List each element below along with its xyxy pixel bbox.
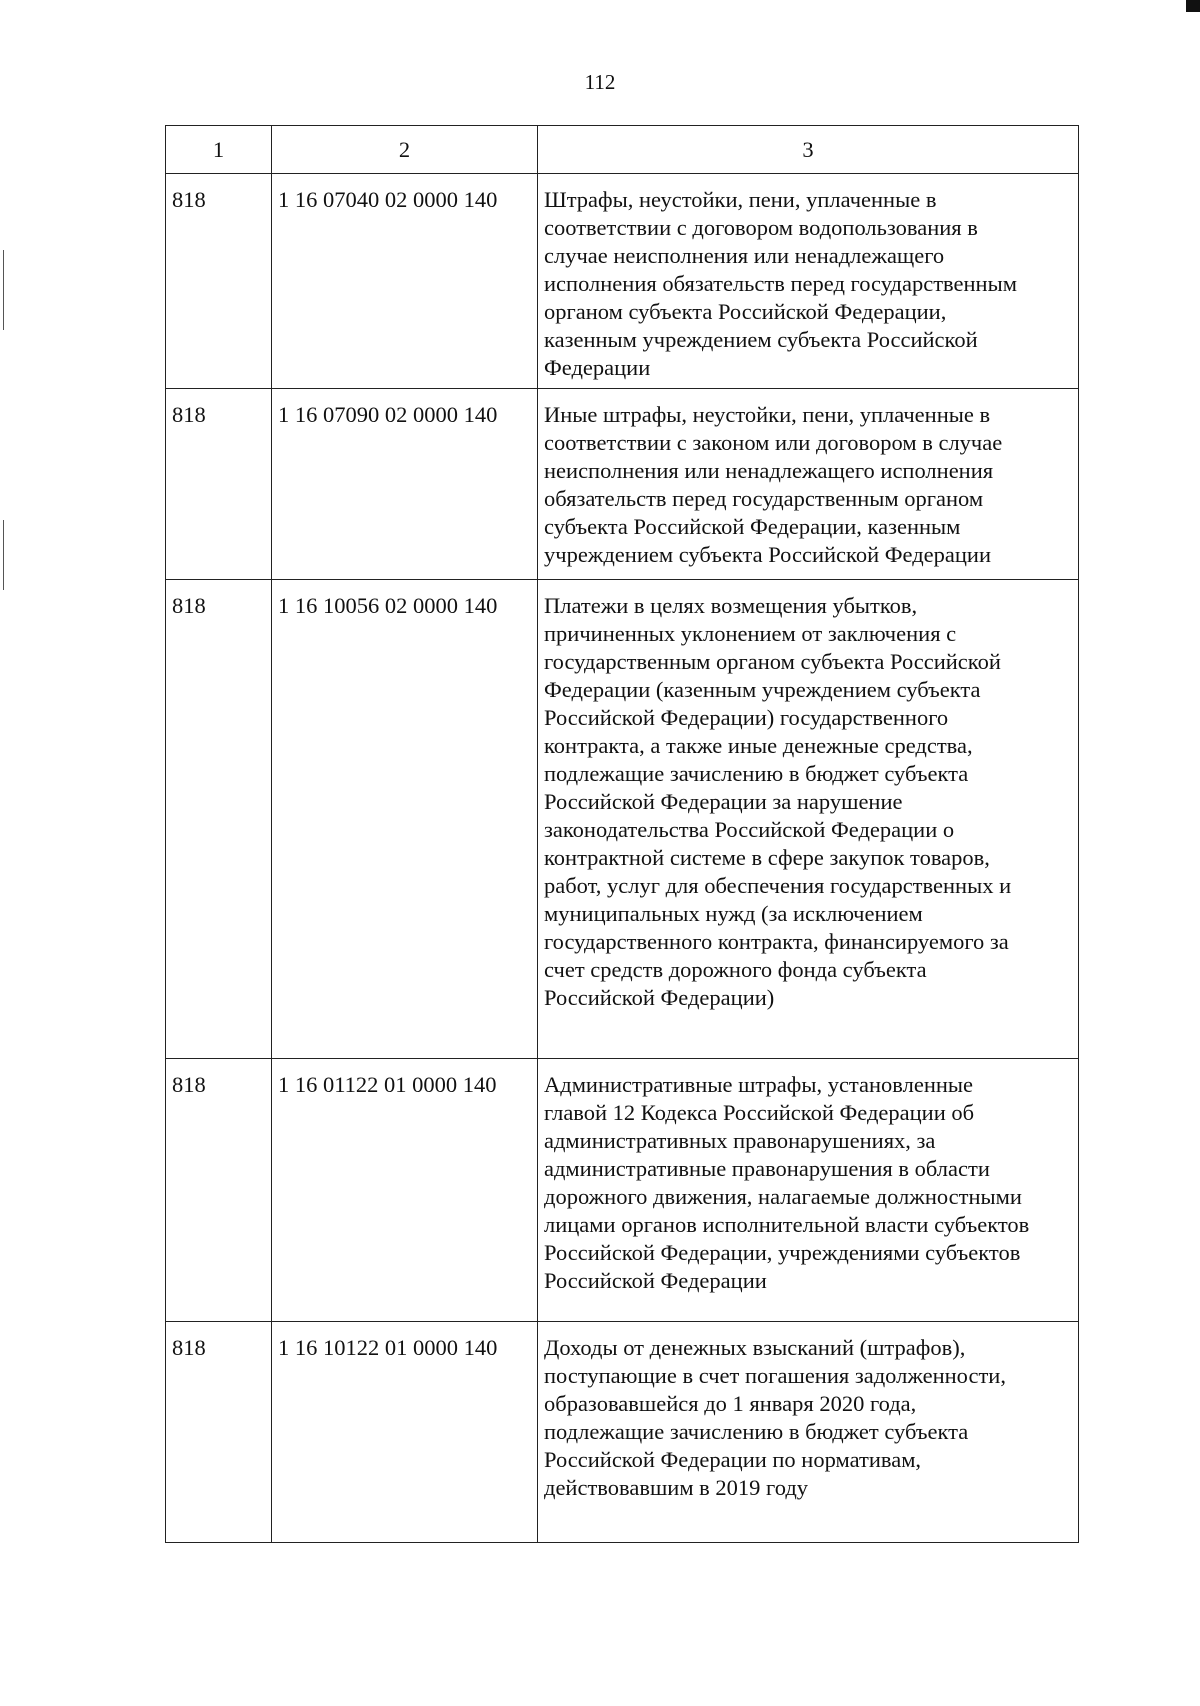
description-cell: Иные штрафы, неустойки, пени, уплаченные в соответствии с законом или договором в случае неисполнения или ненадлежащего исполнения обязательств перед государственным органом субъекта Российской Федерации, казенным учреждением субъекта Российской Федерации	[538, 389, 1079, 580]
description-cell: Платежи в целях возмещения убытков, причиненных уклонением от заключения с государственным органом субъекта Российской Федерации (казенным учреждением субъекта Российской Федерации) государственного контракта, а также иные денежные средства, подлежащие зачислению в бюджет субъекта Российской Федерации за нарушение законодательства Российской Федерации о контрактной системе в сфере закупок товаров, работ, услуг для обеспечения государственных и муниципальных нужд (за исключением государственного контракта, финансируемого за счет средств дорожного фонда субъекта Российской Федерации)	[538, 580, 1079, 1059]
table-row	[166, 1059, 1079, 1322]
description-cell: Доходы от денежных взысканий (штрафов), поступающие в счет погашения задолженности, образовавшейся до 1 января 2020 года, подлежащие зачислению в бюджет субъекта Российской Федерации по нормативам, действовавшим в 2019 году	[538, 1322, 1079, 1543]
kbk-code-cell: 1 16 07040 02 0000 140	[272, 174, 538, 389]
kbk-code-cell: 1 16 07090 02 0000 140	[272, 389, 538, 580]
description-cell: Административные штрафы, установленные главой 12 Кодекса Российской Федерации об административных правонарушениях, за административные правонарушения в области дорожного движения, налагаемые должностными лицами органов исполнительной власти субъектов Российской Федерации, учреждениями субъектов Российской Федерации	[538, 1059, 1079, 1322]
kbk-code-cell: 1 16 01122 01 0000 140	[272, 1059, 538, 1322]
table-row	[166, 389, 1079, 580]
column-header-3: 3	[538, 126, 1079, 174]
admin-code-cell: 818	[166, 580, 272, 1059]
kbk-code-cell: 1 16 10056 02 0000 140	[272, 580, 538, 1059]
page-number: 112	[584, 70, 616, 94]
table-row	[166, 174, 1079, 389]
scan-corner-mark	[1186, 0, 1200, 12]
scan-margin-line	[3, 250, 4, 330]
revenue-codes-table	[165, 125, 1079, 1543]
admin-code-cell: 818	[166, 1322, 272, 1543]
column-header-1: 1	[166, 126, 272, 174]
table-row	[166, 1322, 1079, 1543]
table-row	[166, 580, 1079, 1059]
description-cell: Штрафы, неустойки, пени, уплаченные в соответствии с договором водопользования в случае неисполнения или ненадлежащего исполнения обязательств перед государственным органом субъекта Российской Федерации, казенным учреждением субъекта Российской Федерации	[538, 174, 1079, 389]
column-header-2: 2	[272, 126, 538, 174]
admin-code-cell: 818	[166, 1059, 272, 1322]
table-header-row	[166, 126, 1079, 174]
admin-code-cell: 818	[166, 174, 272, 389]
scan-margin-line	[3, 520, 4, 590]
kbk-code-cell: 1 16 10122 01 0000 140	[272, 1322, 538, 1543]
admin-code-cell: 818	[166, 389, 272, 580]
